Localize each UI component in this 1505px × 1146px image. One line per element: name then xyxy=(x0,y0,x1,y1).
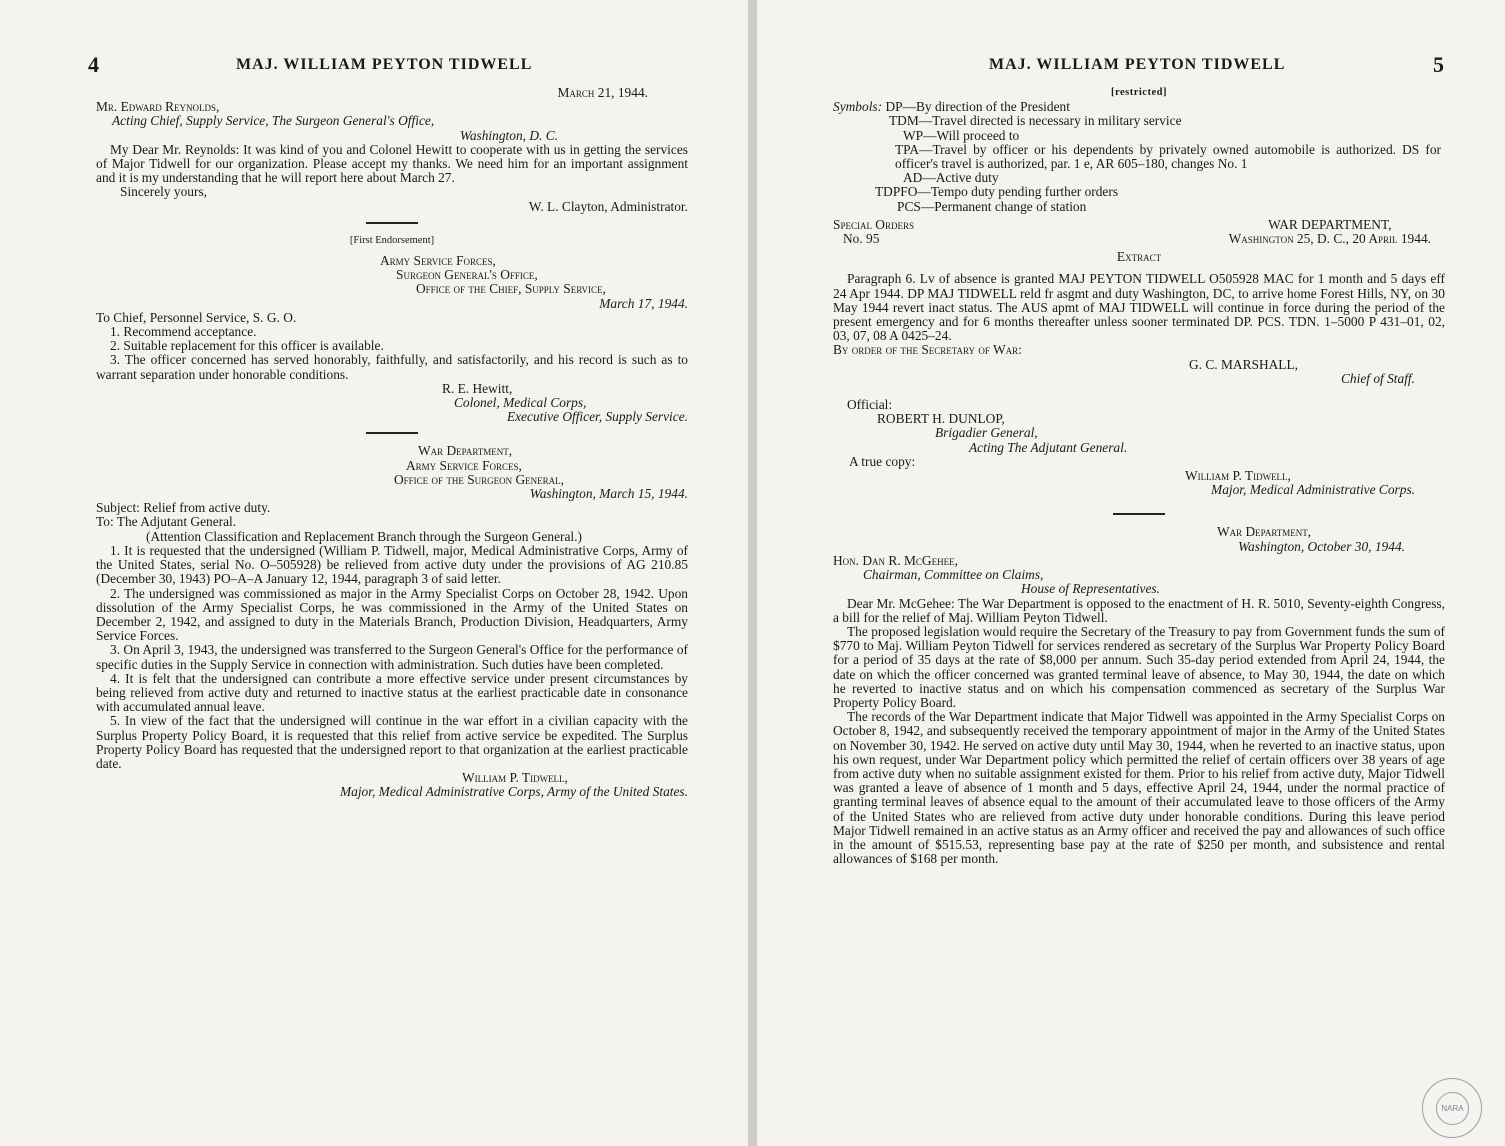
symbol-text: —Active duty xyxy=(922,170,999,186)
separator-rule xyxy=(366,432,418,434)
endorsement-date: March 17, 1944. xyxy=(599,295,688,311)
tidwell-title: Major, Medical Administrative Corps. xyxy=(1211,482,1415,498)
endorsement-org: Army Service Forces, xyxy=(380,253,496,269)
symbols-label: Symbols: xyxy=(833,99,883,115)
war-department: WAR DEPARTMENT, xyxy=(1268,216,1392,232)
order-paragraph: Paragraph 6. Lv of absence is granted MAJ PEYTON TIDWELL O505928 MAC for 1 month and 5 days eff 24 Apr 1944. DP MAJ TIDWELL reld fr asgmt and duty Washington, DC, to arrive home Forest Hills, NY, on 30 May 1944 revert inact status. The AUS apmt of MAJ TIDWELL will continue in force during the period of the present emergency and for 6 months thereafter unless sooner terminated DP. PCS. TDN. 1–5000 P 431–01, 02, 03, 07, 08 A 0425–24. xyxy=(833,271,1445,344)
stamp-text: NARA xyxy=(1436,1092,1469,1125)
page-number: 4 xyxy=(88,52,100,77)
marshall-name: G. C. MARSHALL, xyxy=(1189,356,1298,372)
separator-rule xyxy=(366,222,418,224)
dunlop-name: ROBERT H. DUNLOP, xyxy=(877,411,1005,427)
symbol-code: TDPFO xyxy=(875,184,918,200)
endorsement-item: 1. Recommend acceptance. xyxy=(110,324,257,340)
symbols-block xyxy=(833,100,1445,214)
symbol-code: WP xyxy=(903,127,924,143)
memo-subject: Subject: Relief from active duty. xyxy=(96,500,271,516)
running-head: MAJ. WILLIAM PEYTON TIDWELL xyxy=(989,56,1286,73)
page-gutter xyxy=(748,0,757,1146)
endorsement-org: Office of the Chief, Supply Service, xyxy=(416,281,606,297)
memo-org: Army Service Forces, xyxy=(406,457,522,473)
addressee-city: Washington, D. C. xyxy=(459,127,558,143)
letter2-paragraph: The records of the War Department indicate that Major Tidwell was appointed in the Army Specialist Corps on October 8, 1942, and subsequently received the temporary appointment of major in the Army of the United States on November 30, 1942. He served on active duty until May 30, 1944, when he reverted to an inactive status, upon his own request, under War Department policy which permitted the relief of certain officers over 38 years of age from active duty when no suitable assignment existed for them. Prior to his relief from active duty, Major Tidwell was granted a leave of absence of 1 month and 5 days, effective April 24, 1944, under the normal practice of granting terminal leaves of absence equal to the amount of their accumulated leave to those officers of the Army of the United States who are relieved from active duty under honorable conditions. During this leave period Major Tidwell remained in an active status as an Army officer and received the pay and allowances of such office in the amount of $515.53, representing base pay at the rate of $250 per month, and subsistence and rental allowances of $168 per month. xyxy=(833,709,1445,867)
by-order: By order of the Secretary of War: xyxy=(833,342,1022,358)
letter2-org: War Department, xyxy=(1217,524,1312,540)
endorsement-to: To Chief, Personnel Service, S. G. O. xyxy=(96,309,297,325)
extract-heading: Extract xyxy=(1116,249,1162,265)
symbol-text: —Travel by officer or his dependents by privately owned automobile is authorized. DS for officer's travel is authorized, par. 1 e, AR 605–180, changes No. 1 xyxy=(895,141,1441,172)
page-header-right xyxy=(833,52,1445,86)
endorsement-signature: R. E. Hewitt, xyxy=(442,380,513,396)
memo-paragraph: 3. On April 3, 1943, the undersigned was transferred to the Surgeon General's Office for the performance of specific duties in the Supply Service in connection with administration. Such duties have been completed. xyxy=(96,642,688,672)
dunlop-title: Brigadier General, xyxy=(935,425,1038,441)
memo-paragraph: 1. It is requested that the undersigned (William P. Tidwell, major, Medical Administrative Corps, Army of the United States, serial No. O–505928) be relieved from active duty under the provisions of AG 210.85 (December 30, 1943) PO–A–A January 12, 1944, paragraph 3 of said letter. xyxy=(96,542,688,587)
symbol-text: —Will proceed to xyxy=(923,127,1020,143)
memo-date: Washington, March 15, 1944. xyxy=(529,486,688,502)
symbol-text: —Permanent change of station xyxy=(920,198,1087,214)
memo-org: War Department, xyxy=(418,443,513,459)
symbol-code: TPA xyxy=(895,141,920,157)
memo-to: To: The Adjutant General. xyxy=(96,514,237,530)
endorsement-item: 3. The officer concerned has served honorably, faithfully, and satisfactorily, and his record is such as to warrant separation under honorable conditions. xyxy=(96,352,688,382)
letter-signature: W. L. Clayton, Administrator. xyxy=(528,198,688,214)
symbol-code: DP xyxy=(885,99,903,115)
endorsement-signature-title: Executive Officer, Supply Service. xyxy=(506,409,688,425)
symbol-code: TDM xyxy=(889,113,919,129)
memo-org: Office of the Surgeon General, xyxy=(394,471,565,487)
memo-signature: William P. Tidwell, xyxy=(462,770,568,786)
letter-body: My Dear Mr. Reynolds: It was kind of you and Colonel Hewitt to cooperate with us in getting the services of Major Tidwell for our organization. Please accept my thanks. We need him for an important assignment and it is my understanding that he will report here about March 27. xyxy=(96,141,688,186)
letter-closing: Sincerely yours, xyxy=(120,184,208,200)
memo-paragraph: 2. The undersigned was commissioned as major in the Army Specialist Corps on October 28, 1942. Upon dissolution of the Army Specialist Corps, he was commissioned in the Army of the United States on December 2, 1942, and assigned to duty in the Materials Branch, Production Division, Headquarters, Army Service Forces. xyxy=(96,585,688,644)
addressee-title: Acting Chief, Supply Service, The Surgeon General's Office, xyxy=(112,113,435,129)
official-label: Official: xyxy=(847,397,893,413)
letter2-paragraph: Dear Mr. McGehee: The War Department is opposed to the enactment of H. R. 5010, Seventy-eighth Congress, a bill for the relief of Maj. William Peyton Tidwell. xyxy=(833,595,1445,625)
endorsement-signature-title: Colonel, Medical Corps, xyxy=(454,395,587,411)
right-page xyxy=(757,0,1505,1146)
symbol-text: —Tempo duty pending further orders xyxy=(917,184,1119,200)
left-page xyxy=(0,0,748,1146)
symbol-code: AD xyxy=(903,170,923,186)
memo-paragraph: 5. In view of the fact that the undersigned will continue in the war effort in a civilian capacity with the Surplus Property Policy Board, it is requested that this relief from active service be expedited. The Surplus Property Policy Board has requested that the undersigned report to that organization at the earliest practicable date. xyxy=(96,713,688,771)
letter-date: March 21, 1944. xyxy=(557,85,648,100)
special-orders-block xyxy=(833,218,1445,246)
running-head: MAJ. WILLIAM PEYTON TIDWELL xyxy=(236,56,533,73)
restricted-label: [restricted] xyxy=(1111,87,1167,98)
orders-number: No. 95 xyxy=(843,231,880,247)
page-header-left xyxy=(88,52,688,86)
symbol-text: —Travel directed is necessary in military service xyxy=(918,113,1182,129)
letter2-date: Washington, October 30, 1944. xyxy=(1238,538,1405,554)
page-number: 5 xyxy=(1433,52,1445,77)
tidwell-name: William P. Tidwell, xyxy=(1185,468,1291,484)
true-copy-label: A true copy: xyxy=(849,453,916,469)
memo-paragraph: 4. It is felt that the undersigned can contribute a more effective service under present circumstances by being relieved from active duty and returned to inactive status at the earliest practicable date in consonance with accumulated annual leave. xyxy=(96,670,688,715)
special-orders-label: Special Orders xyxy=(833,216,914,232)
letter-addressee: Mr. Edward Reynolds, xyxy=(96,99,220,115)
letter2-addressee: Hon. Dan R. McGehee, xyxy=(833,552,958,568)
dunlop-title: Acting The Adjutant General. xyxy=(969,439,1128,455)
memo-signature-title: Major, Medical Administrative Corps, Army of the United States. xyxy=(339,784,688,800)
marshall-title: Chief of Staff. xyxy=(1340,370,1415,386)
letter2-paragraph: The proposed legislation would require the Secretary of the Treasury to pay from Government funds the sum of $770 to Maj. William Peyton Tidwell for services rendered as secretary of the Surplus War Property Policy Board for a period of 35 days at the rate of $8,000 per annum. Such 35-day period extended from April 24, 1944, the date on which the officer concerned was granted terminal leave of absence, to May 30, 1944, the date on which he reverted to inactive status and on which his compensation commenced as secretary of the Surplus War Property Policy Board. xyxy=(833,623,1445,710)
letter2-addressee-title: House of Representatives. xyxy=(1021,581,1160,597)
symbol-code: PCS xyxy=(897,198,921,214)
endorsement-org: Surgeon General's Office, xyxy=(396,267,538,283)
library-stamp xyxy=(1422,1078,1482,1138)
endorsement-heading: [First Endorsement] xyxy=(349,234,435,246)
symbol-text: —By direction of the President xyxy=(902,99,1070,115)
war-department-date: Washington 25, D. C., 20 April 1944. xyxy=(1228,231,1431,247)
memo-attention: (Attention Classification and Replacement Branch through the Surgeon General.) xyxy=(146,528,582,544)
separator-rule xyxy=(1113,513,1165,515)
endorsement-item: 2. Suitable replacement for this officer is available. xyxy=(110,338,384,354)
letter2-addressee-title: Chairman, Committee on Claims, xyxy=(863,567,1044,583)
